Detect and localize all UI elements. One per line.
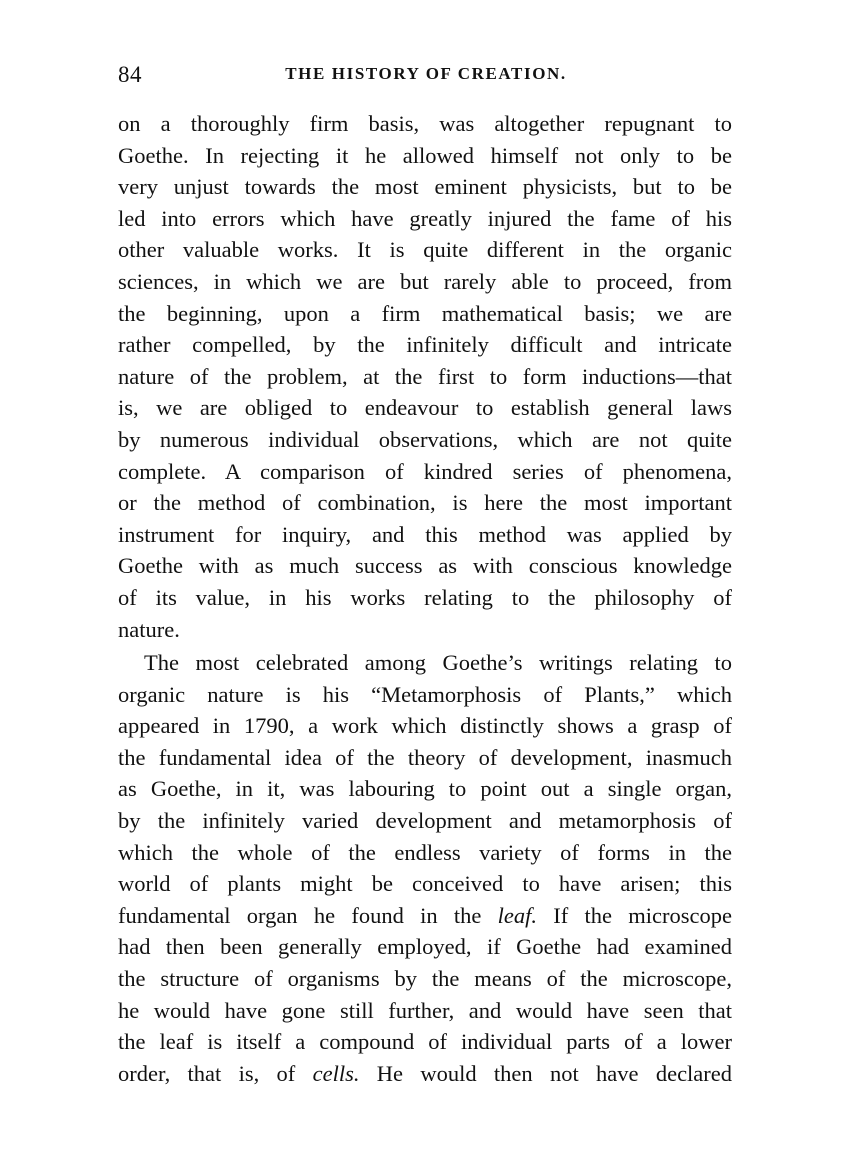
italic-word: cells. [312,1060,360,1086]
page-number: 84 [118,62,142,87]
text-line: other valuable works. It is quite different in the organic [118,237,732,263]
italic-word: leaf. [497,902,538,928]
text-line: which the whole of the endless variety of forms in the [118,839,732,865]
page-header [118,62,734,90]
text-line: led into errors which have greatly injured the fame of his [118,205,732,231]
text-line: very unjust towards the most eminent physicists, but to be [118,174,732,200]
text-line: complete. A comparison of kindred series of phenomena, [118,458,732,484]
text-line: is, we are obliged to endeavour to establish general laws [118,395,732,421]
text-line: or the method of combination, is here the most important [118,490,732,516]
text-segment: He would then not have declared [359,1060,733,1086]
text-line-with-italic [118,900,732,932]
text-line: he would have gone still further, and would have seen that [118,997,732,1023]
paragraph-2 [118,647,732,1089]
body-text [118,108,732,1089]
running-title: THE HISTORY OF CREATION. [285,64,567,83]
text-line: rather compelled, by the infinitely difficult and intricate [118,332,732,358]
text-line: Goethe. In rejecting it he allowed himself not only to be [118,142,732,168]
text-line: instrument for inquiry, and this method was applied by [118,521,732,547]
text-line: sciences, in which we are but rarely able to proceed, from [118,268,732,294]
text-line: appeared in 1790, a work which distinctly shows a grasp of [118,713,732,739]
text-line: world of plants might be conceived to have arisen; this [118,871,732,897]
text-line: by the infinitely varied development and metamorphosis of [118,808,732,834]
text-line: the leaf is itself a compound of individual parts of a lower [118,1029,732,1055]
text-line: Goethe with as much success as with conscious knowledge [118,553,732,579]
text-line-with-italic [118,1058,732,1090]
text-line: nature of the problem, at the first to form inductions—that [118,363,732,389]
text-line: as Goethe, in it, was labouring to point out a single organ, [118,776,732,802]
text-line: the beginning, upon a firm mathematical basis; we are [118,300,732,326]
text-segment: fundamental organ he found in the [118,902,482,928]
text-line: organic nature is his “Metamorphosis of Plants,” which [118,681,732,707]
text-line: The most celebrated among Goethe’s writings relating to [144,650,732,676]
text-segment: order, that is, of [118,1060,296,1086]
text-line: the fundamental idea of the theory of development, inasmuch [118,744,732,770]
text-line: of its value, in his works relating to the philosophy of [118,584,732,610]
text-line: had then been generally employed, if Goethe had examined [118,934,732,960]
paragraph-1 [118,108,732,645]
text-line: nature. [118,616,180,642]
text-segment: If the microscope [537,902,733,928]
text-line: the structure of organisms by the means of the microscope, [118,966,732,992]
text-line: on a thoroughly firm basis, was altogether repugnant to [118,111,732,136]
text-line: by numerous individual observations, which are not quite [118,426,732,452]
